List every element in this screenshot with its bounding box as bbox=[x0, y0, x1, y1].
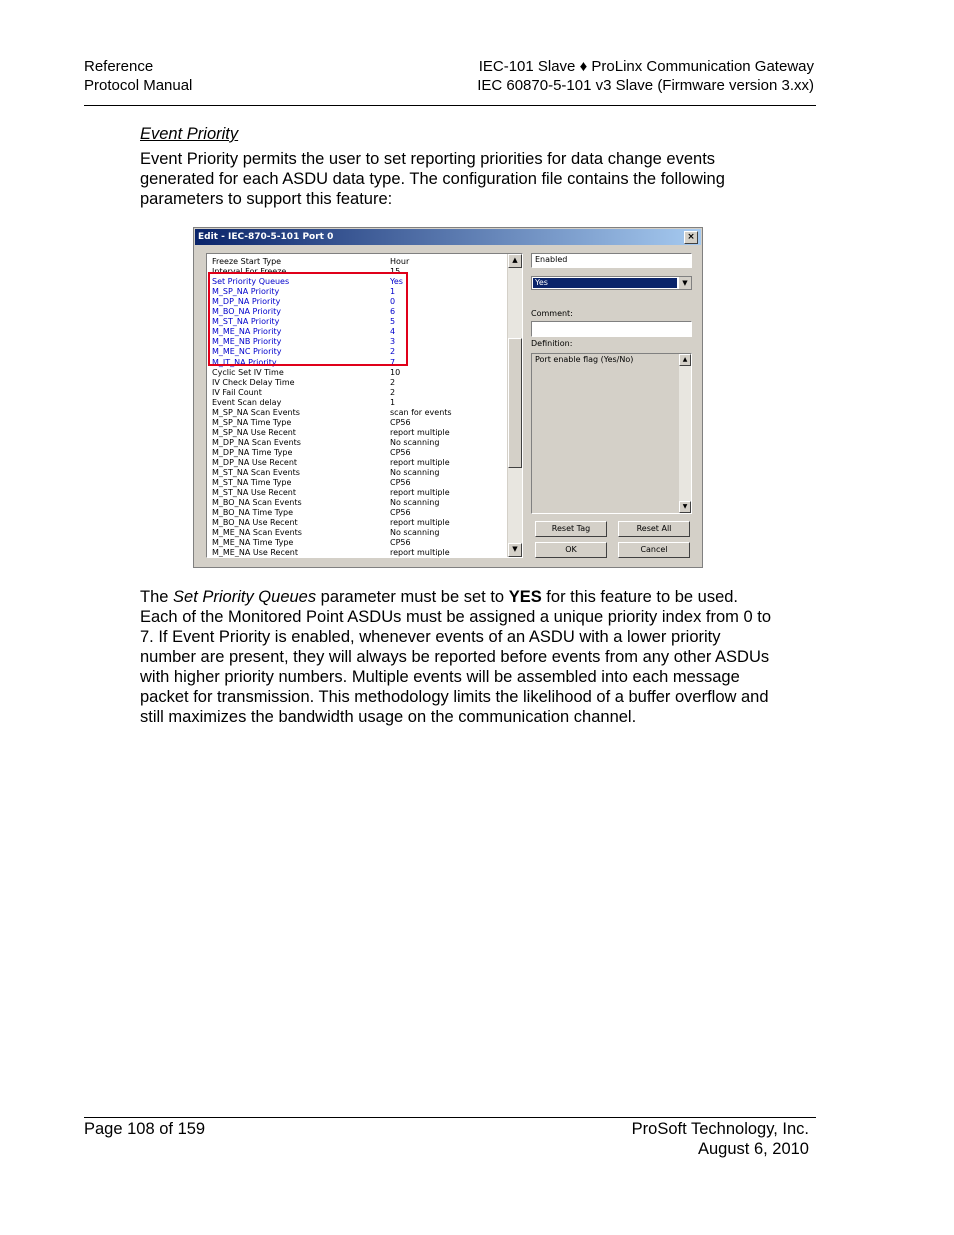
parameter-row[interactable] bbox=[212, 478, 512, 488]
scroll-down-icon[interactable]: ▼ bbox=[508, 543, 522, 557]
parameter-value: No scanning bbox=[390, 468, 440, 478]
parameter-name: M_DP_NA Scan Events bbox=[212, 437, 301, 447]
comment-input[interactable] bbox=[531, 321, 692, 337]
parameter-value: report multiple bbox=[390, 488, 450, 498]
parameter-name: Interval For Freeze bbox=[212, 267, 287, 277]
parameter-row[interactable] bbox=[212, 498, 512, 508]
value-select[interactable] bbox=[531, 276, 692, 290]
parameter-name: M_ST_NA Priority bbox=[212, 317, 280, 327]
parameter-name: M_DP_NA Priority bbox=[212, 297, 281, 307]
parameter-name: Event Scan delay bbox=[212, 397, 282, 407]
parameter-row[interactable] bbox=[212, 257, 512, 267]
parameter-value: 0 bbox=[390, 297, 396, 307]
parameter-value: Hour bbox=[390, 257, 410, 266]
parameter-row[interactable] bbox=[212, 378, 512, 388]
parameter-row[interactable] bbox=[212, 528, 512, 538]
parameter-name: M_ST_NA Use Recent bbox=[212, 488, 297, 498]
parameter-value: 2 bbox=[390, 377, 396, 387]
parameter-name: M_ME_NA Priority bbox=[212, 327, 282, 337]
parameter-name: M_SP_NA Time Type bbox=[212, 417, 292, 427]
comment-label: Comment: bbox=[531, 309, 573, 318]
parameter-value: 7 bbox=[390, 357, 396, 367]
cancel-button[interactable]: Cancel bbox=[618, 542, 690, 558]
parameter-value: report multiple bbox=[390, 458, 450, 467]
parameter-value: Yes bbox=[390, 277, 403, 287]
close-icon[interactable]: × bbox=[684, 231, 698, 244]
header-section: Reference bbox=[84, 58, 154, 75]
parameter-name: M_SP_NA Use Recent bbox=[212, 427, 296, 437]
parameter-row[interactable] bbox=[212, 438, 512, 448]
footer-page-number: Page 108 of 159 bbox=[84, 1120, 206, 1138]
parameter-row[interactable] bbox=[212, 548, 512, 558]
para-mid: parameter must be set to bbox=[316, 588, 509, 606]
reset-tag-button[interactable]: Reset Tag bbox=[535, 521, 607, 537]
parameter-value: 6 bbox=[390, 307, 396, 317]
intro-paragraph: Event Priority permits the user to set reporting priorities for data change events generated for each ASDU data type. The configuration file contains the following parameters to support this feature: bbox=[140, 150, 725, 208]
parameter-name: M_IT_NA Priority bbox=[212, 357, 277, 367]
parameter-value: 2 bbox=[390, 387, 396, 397]
parameter-value: 1 bbox=[390, 397, 396, 407]
para-the: The bbox=[140, 588, 174, 606]
parameter-row[interactable] bbox=[212, 388, 512, 398]
parameter-value: CP56 bbox=[390, 447, 411, 457]
parameter-name: M_DP_NA Use Recent bbox=[212, 458, 298, 467]
parameter-name: M_DP_NA Time Type bbox=[212, 447, 293, 457]
definition-scrollbar[interactable] bbox=[679, 354, 691, 513]
parameter-name: Freeze Start Type bbox=[212, 257, 282, 266]
parameter-value: CP56 bbox=[390, 417, 411, 427]
parameter-name: M_ME_NB Priority bbox=[212, 337, 282, 347]
parameter-row[interactable] bbox=[212, 488, 512, 498]
definition-box bbox=[531, 353, 692, 514]
footer-right bbox=[632, 1119, 809, 1159]
parameter-name: M_ST_NA Scan Events bbox=[212, 468, 300, 478]
header-firmware: IEC 60870-5-101 v3 Slave (Firmware version 3.xx) bbox=[477, 77, 814, 94]
parameter-value: 1 bbox=[390, 287, 396, 297]
parameter-name: IV Check Delay Time bbox=[212, 377, 295, 387]
parameter-name: M_ME_NC Priority bbox=[212, 347, 282, 357]
scroll-down-icon[interactable]: ▼ bbox=[679, 501, 691, 513]
parameter-name: Cyclic Set IV Time bbox=[212, 367, 284, 377]
para-rest: for this feature to be used. Each of the Monitored Point ASDUs must be assigned a unique priority index from 0 to 7. If Event Priority is enabled, whenever events of an ASDU with a lower priority number are present, they will always be reported before events from any other ASDUs with higher priority numbers. Multiple events will be assembled into each message packet for transmission. This methodology limits the likelihood of a buffer overflow and still maximizes the bandwidth usage on the communication channel. bbox=[140, 588, 772, 726]
parameter-name: M_ME_NA Use Recent bbox=[212, 548, 298, 558]
parameter-value: No scanning bbox=[390, 498, 440, 508]
parameter-name: M_ME_NA Time Type bbox=[212, 538, 294, 548]
parameter-name: Set Priority Queues bbox=[212, 277, 290, 287]
parameter-name: M_SP_NA Scan Events bbox=[212, 407, 300, 417]
parameter-value: 3 bbox=[390, 337, 396, 347]
header-product: IEC-101 Slave ♦ ProLinx Communication Gateway bbox=[478, 58, 814, 75]
para-yes: YES bbox=[508, 588, 542, 606]
priority-highlight-box bbox=[208, 272, 408, 366]
parameter-name: M_SP_NA Priority bbox=[212, 287, 280, 297]
parameter-row[interactable] bbox=[212, 508, 512, 518]
parameter-name: M_BO_NA Time Type bbox=[212, 508, 294, 518]
section-heading: Event Priority bbox=[140, 125, 239, 143]
parameter-name: M_BO_NA Priority bbox=[212, 307, 282, 317]
parameter-value: No scanning bbox=[390, 437, 440, 447]
header-rule bbox=[84, 105, 816, 106]
parameter-value: CP56 bbox=[390, 538, 411, 548]
parameter-row[interactable] bbox=[212, 448, 512, 458]
parameter-row[interactable] bbox=[212, 518, 512, 528]
parameter-value: 10 bbox=[390, 367, 401, 377]
reset-all-button[interactable]: Reset All bbox=[618, 521, 690, 537]
definition-text: Port enable flag (Yes/No) bbox=[535, 355, 634, 364]
parameter-name: M_ME_NA Scan Events bbox=[212, 528, 302, 538]
parameter-value: No scanning bbox=[390, 528, 440, 538]
parameter-row[interactable] bbox=[212, 458, 512, 468]
parameter-row[interactable] bbox=[212, 408, 512, 418]
body-paragraph bbox=[140, 587, 780, 727]
parameter-row[interactable] bbox=[212, 538, 512, 548]
parameter-name: M_BO_NA Scan Events bbox=[212, 498, 302, 508]
parameter-value: 2 bbox=[390, 347, 396, 357]
parameter-value: 4 bbox=[390, 327, 396, 337]
footer-company: ProSoft Technology, Inc. bbox=[631, 1120, 809, 1138]
parameter-row[interactable] bbox=[212, 428, 512, 438]
parameter-value: report multiple bbox=[390, 518, 450, 528]
status-field: Enabled bbox=[531, 253, 692, 268]
parameter-value: scan for events bbox=[390, 407, 452, 417]
value-select-current: Yes bbox=[533, 278, 677, 288]
parameter-row[interactable] bbox=[212, 468, 512, 478]
parameter-row[interactable] bbox=[212, 368, 512, 378]
chevron-down-icon[interactable]: ▼ bbox=[679, 277, 691, 289]
header-manual: Protocol Manual bbox=[84, 77, 193, 94]
parameter-value: 5 bbox=[390, 317, 396, 327]
para-param-name: Set Priority Queues bbox=[173, 588, 317, 606]
ok-button[interactable]: OK bbox=[535, 542, 607, 558]
parameter-row[interactable] bbox=[212, 398, 512, 408]
dialog-title: Edit - IEC-870-5-101 Port 0 bbox=[198, 232, 334, 242]
parameter-row[interactable] bbox=[212, 418, 512, 428]
scroll-up-icon[interactable]: ▲ bbox=[679, 354, 691, 366]
header-right bbox=[477, 57, 814, 95]
parameter-value: 15 bbox=[390, 267, 401, 277]
scroll-up-icon[interactable]: ▲ bbox=[508, 254, 522, 268]
parameter-value: report multiple bbox=[390, 548, 450, 558]
dialog-title-bar bbox=[195, 229, 701, 245]
footer-rule bbox=[84, 1117, 816, 1118]
header-left bbox=[84, 57, 192, 95]
footer-date: August 6, 2010 bbox=[697, 1140, 809, 1158]
parameter-name: M_BO_NA Use Recent bbox=[212, 518, 298, 528]
parameter-name: IV Fail Count bbox=[212, 387, 262, 397]
definition-label: Definition: bbox=[531, 339, 573, 348]
parameter-name: M_ST_NA Time Type bbox=[212, 478, 292, 488]
parameter-value: CP56 bbox=[390, 508, 411, 518]
parameter-value: CP56 bbox=[390, 478, 411, 488]
parameter-value: report multiple bbox=[390, 427, 450, 437]
